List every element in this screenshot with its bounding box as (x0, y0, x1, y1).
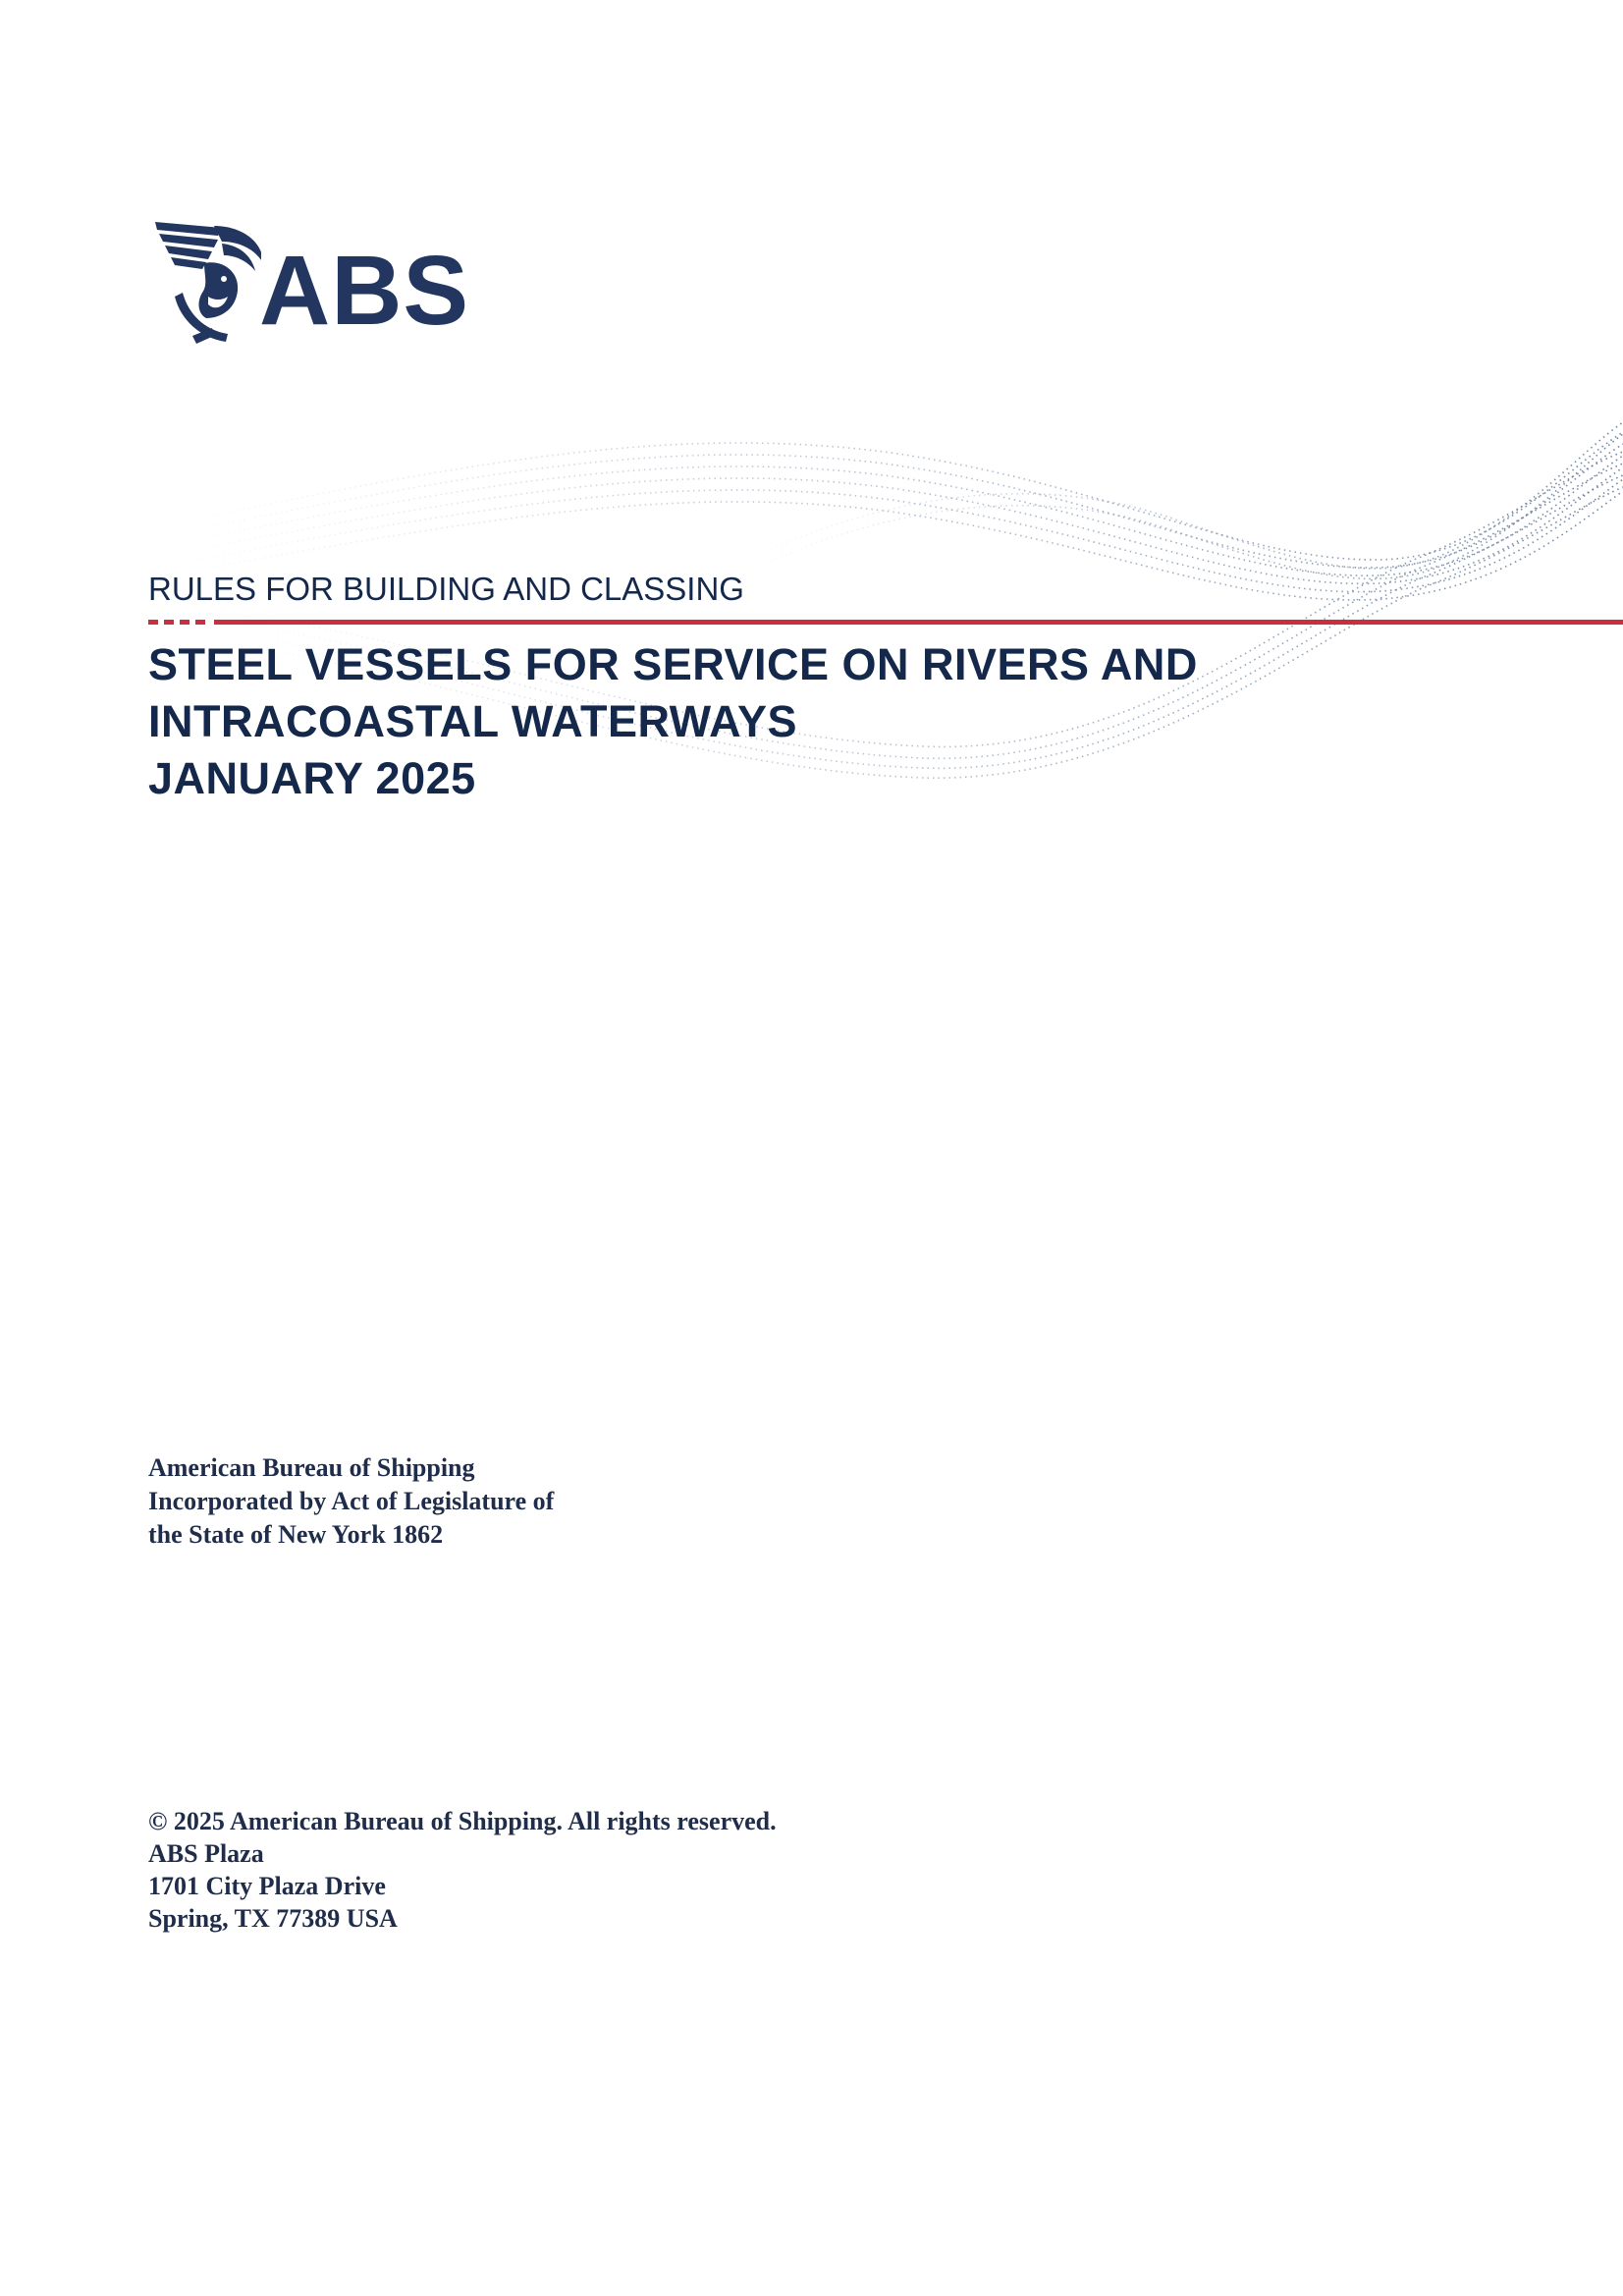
org-line: American Bureau of Shipping (148, 1453, 475, 1482)
eagle-emblem-icon (153, 220, 261, 348)
title-date: JANUARY 2025 (148, 753, 476, 803)
accent-dashes (148, 620, 207, 625)
address-line: ABS Plaza (148, 1839, 264, 1868)
copyright-line: © 2025 American Bureau of Shipping. All rights reserved. (148, 1807, 777, 1835)
title-line: STEEL VESSELS FOR SERVICE ON RIVERS AND (148, 639, 1198, 689)
title-line: INTRACOASTAL WATERWAYS (148, 696, 798, 746)
abs-wordmark: ABS (259, 236, 470, 346)
organization-statement (148, 1451, 554, 1552)
org-line: the State of New York 1862 (148, 1520, 444, 1549)
address-line: 1701 City Plaza Drive (148, 1872, 386, 1900)
copyright-address-block (148, 1805, 777, 1935)
address-line: Spring, TX 77389 USA (148, 1904, 398, 1933)
abs-logo (153, 220, 487, 348)
document-title (148, 636, 1198, 807)
org-line: Incorporated by Act of Legislature of (148, 1487, 555, 1515)
document-series-label: RULES FOR BUILDING AND CLASSING (148, 571, 744, 607)
accent-rule (214, 620, 1623, 625)
